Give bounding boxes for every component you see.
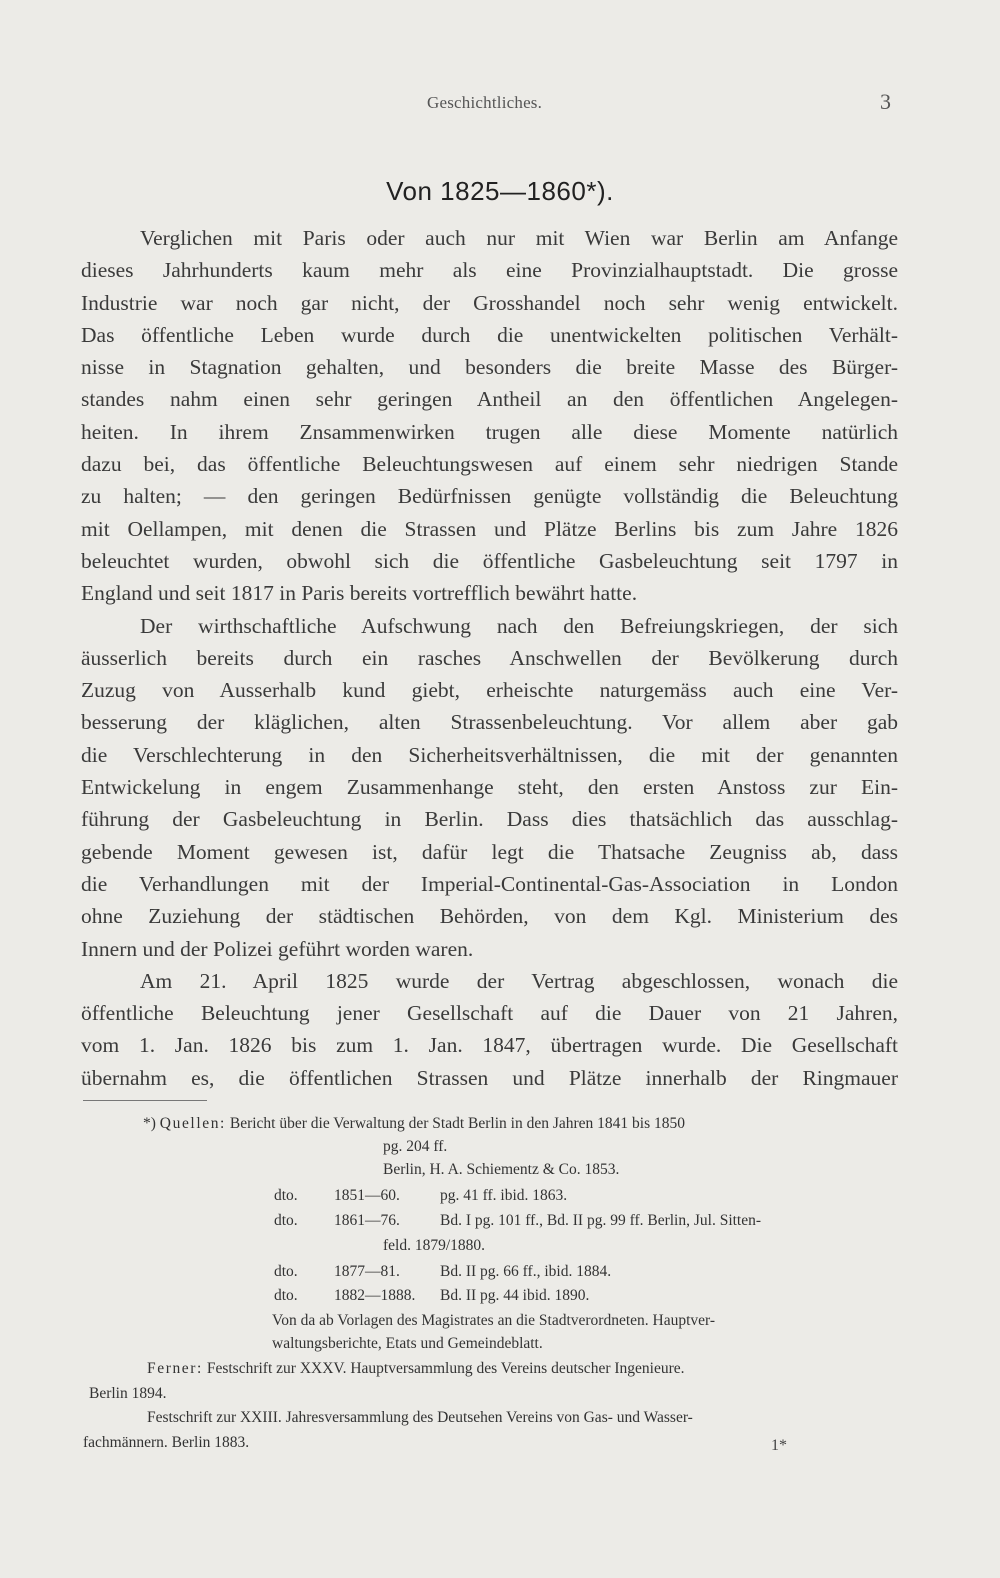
footnote-line [147, 1359, 685, 1379]
running-head: Geschichtliches. [427, 93, 543, 112]
footnote-line: Berlin 1894. [89, 1385, 167, 1402]
footnote-dto: dto. [274, 1287, 298, 1304]
footnote-years: 1882—1888. [334, 1287, 416, 1304]
body-line: standes nahm einen sehr geringen Antheil an den öffentlichen Angelegen- [81, 387, 898, 412]
footnote-line: Von da ab Vorlagen des Magistrates an die Stadtverordneten. Hauptver- [272, 1312, 716, 1329]
body-line: Verglichen mit Paris oder auch nur mit Wien war Berlin am Anfange [140, 226, 898, 250]
body-line: Entwickelung in engem Zusammenhange steht, den ersten Anstoss zur Ein- [81, 775, 898, 800]
body-line: beleuchtet wurden, obwohl sich die öffentliche Gasbeleuchtung seit 1797 in [81, 548, 898, 573]
footnote-years: 1851—60. [334, 1187, 400, 1204]
footnote-text: Bericht über die Verwaltung der Stadt Berlin in den Jahren 1841 bis 1850 [229, 1115, 686, 1132]
footnote-line: waltungsberichte, Etats und Gemeindeblatt. [272, 1335, 543, 1352]
section-title: Von 1825—1860*). [386, 176, 614, 206]
footnote-dto: dto. [274, 1212, 298, 1229]
body-line: mit Oellampen, mit denen die Strassen und Plätze Berlins bis zum Jahre 1826 [81, 516, 898, 541]
footnote-text: Festschrift zur XXXV. Hauptversammlung des Vereins deutscher Ingenieure. [206, 1360, 685, 1377]
body-line: Am 21. April 1825 wurde der Vertrag abgeschlossen, wonach die [140, 968, 898, 993]
body-line: öffentliche Beleuchtung jener Gesellschaft auf die Dauer von 21 Jahren, [81, 1001, 898, 1026]
body-line: gebende Moment gewesen ist, dafür legt die Thatsache Zeugniss ab, dass [81, 839, 898, 864]
body-line: heiten. In ihrem Znsammenwirken trugen alle diese Momente natürlich [81, 419, 898, 444]
body-line: Innern und der Polizei geführt worden waren. [81, 936, 474, 961]
footnote-dto: dto. [274, 1263, 298, 1280]
footnote-line: pg. 204 ff. [383, 1138, 448, 1155]
footnote-line [143, 1114, 685, 1134]
footnote-ref: Bd. II pg. 66 ff., ibid. 1884. [440, 1263, 612, 1280]
footnote-marker: *) [143, 1115, 156, 1132]
body-line: Industrie war noch gar nicht, der Grosshandel noch sehr wenig entwickelt. [81, 290, 898, 315]
footnote-line: fachmännern. Berlin 1883. [83, 1434, 250, 1451]
body-line: zu halten; — den geringen Bedürfnissen genügte vollständig die Beleuchtung [81, 484, 898, 509]
body-line: Das öffentliche Leben wurde durch die unentwickelten politischen Verhält- [81, 322, 898, 347]
body-line: führung der Gasbeleuchtung in Berlin. Dass dies thatsächlich das ausschlag- [81, 807, 898, 832]
footnote-rule [83, 1100, 207, 1101]
page-number: 3 [880, 89, 891, 114]
body-line: übernahm es, die öffentlichen Strassen und Plätze innerhalb der Ringmauer [81, 1065, 898, 1090]
footnote-years: 1877—81. [334, 1263, 400, 1280]
body-line: die Verschlechterung in den Sicherheitsverhältnissen, die mit der genannten [81, 742, 898, 767]
footnote-ref: pg. 41 ff. ibid. 1863. [440, 1187, 568, 1204]
footnote-ref: feld. 1879/1880. [383, 1237, 486, 1254]
body-text [81, 222, 898, 1094]
body-line: Der wirthschaftliche Aufschwung nach den Befreiungskriegen, der sich [140, 613, 898, 638]
body-line: vom 1. Jan. 1826 bis zum 1. Jan. 1847, übertragen wurde. Die Gesellschaft [81, 1033, 898, 1058]
body-line: die Verhandlungen mit der Imperial-Continental-Gas-Association in London [81, 871, 898, 896]
body-line: Zuzug von Ausserhalb kund giebt, erheischte naturgemäss auch eine Ver- [81, 678, 898, 703]
footnote-dto: dto. [274, 1187, 298, 1204]
signature-mark: 1* [771, 1437, 787, 1454]
body-line: England und seit 1817 in Paris bereits vortrefflich bewährt hatte. [81, 581, 638, 606]
footnote-line: Festschrift zur XXIII. Jahresversammlung des Deutsehen Vereins von Gas- und Wasser- [147, 1409, 693, 1426]
body-line: ohne Zuziehung der städtischen Behörden, von dem Kgl. Ministerium des [81, 904, 898, 929]
body-line: nisse in Stagnation gehalten, und besonders die breite Masse des Bürger- [81, 355, 898, 380]
body-line: äusserlich bereits durch ein rasches Anschwellen der Bevölkerung durch [81, 645, 898, 670]
body-line: dieses Jahrhunderts kaum mehr als eine Provinzialhauptstadt. Die grosse [81, 258, 898, 283]
footnote-ref: Bd. I pg. 101 ff., Bd. II pg. 99 ff. Berlin, Jul. Sitten- [440, 1212, 762, 1229]
footnote-label: Ferner: [147, 1360, 203, 1377]
footnote-ref: Bd. II pg. 44 ibid. 1890. [440, 1287, 590, 1304]
body-line: dazu bei, das öffentliche Beleuchtungswesen auf einem sehr niedrigen Stande [81, 452, 898, 477]
footnote-line: Berlin, H. A. Schiementz & Co. 1853. [383, 1161, 620, 1178]
footnote-label: Quellen: [159, 1115, 226, 1132]
body-line: besserung der kläglichen, alten Strassenbeleuchtung. Vor allem aber gab [81, 710, 898, 735]
footnote-years: 1861—76. [334, 1212, 400, 1229]
